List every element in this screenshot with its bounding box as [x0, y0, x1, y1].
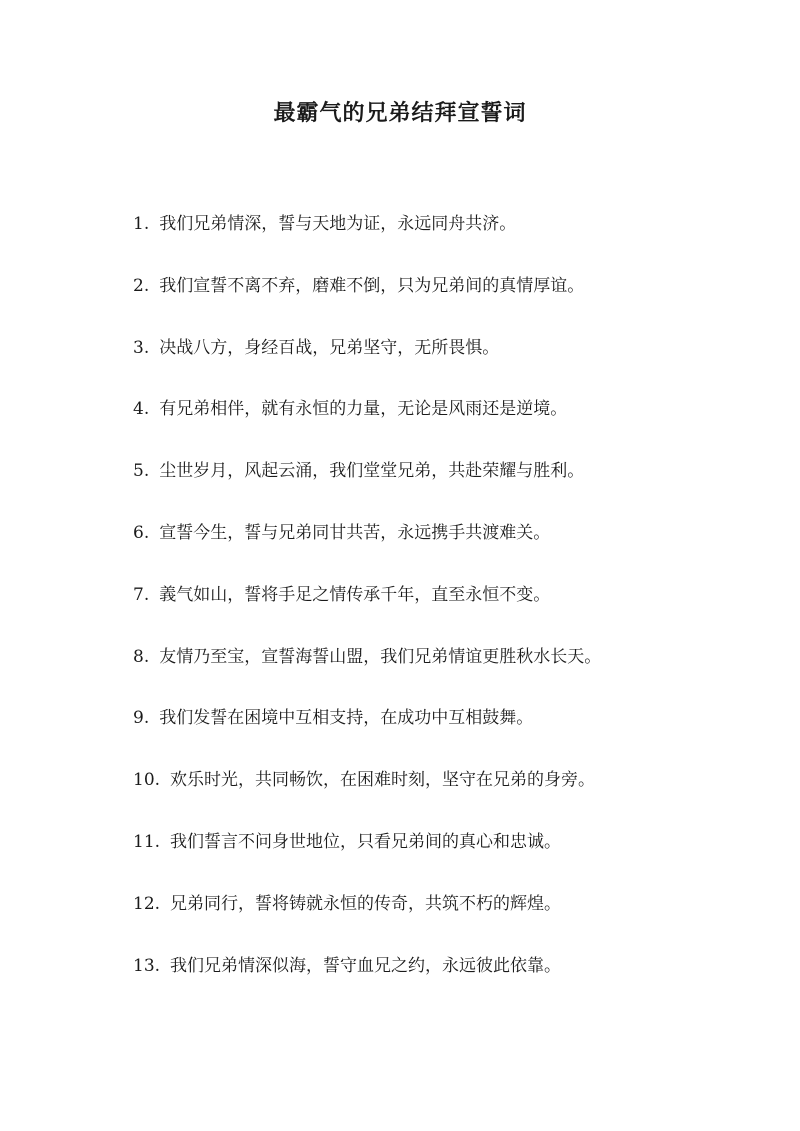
list-item [133, 706, 753, 768]
item-number: 4. [133, 399, 150, 420]
item-text: 我们发誓在困境中互相支持，在成功中互相鼓舞。 [159, 708, 534, 729]
list-item [133, 768, 753, 830]
list-item [133, 397, 753, 459]
list-item [133, 583, 753, 645]
list-item [133, 336, 753, 398]
item-number: 6. [133, 522, 150, 543]
list-item [133, 645, 753, 707]
item-number: 1. [133, 214, 150, 234]
item-text: 决战八方，身经百战，兄弟坚守，无所畏惧。 [159, 337, 500, 358]
item-text: 義气如山，誓将手足之情传承千年，直至永恒不变。 [159, 584, 551, 605]
item-text: 我们兄弟情深，誓与天地为证，永远同舟共济。 [159, 214, 517, 234]
item-number: 5. [133, 461, 150, 482]
oath-list [133, 212, 753, 1015]
item-text: 友情乃至宝，宣誓海誓山盟，我们兄弟情谊更胜秋水长天。 [159, 646, 602, 667]
item-text: 有兄弟相伴，就有永恒的力量，无论是风雨还是逆境。 [159, 399, 568, 420]
list-item [133, 521, 753, 583]
item-text: 尘世岁月，风起云涌，我们堂堂兄弟，共赴荣耀与胜利。 [159, 461, 585, 482]
item-number: 12. [133, 893, 161, 914]
document-title: 最霸气的兄弟结拜宣誓词 [273, 100, 527, 126]
item-number: 10. [133, 770, 161, 791]
item-number: 8. [133, 646, 150, 667]
item-number: 2. [133, 275, 150, 296]
item-text: 宣誓今生，誓与兄弟同甘共苦，永远携手共渡难关。 [159, 522, 551, 543]
list-item [133, 274, 753, 336]
list-item [133, 459, 753, 521]
item-text: 欢乐时光，共同畅饮，在困难时刻，坚守在兄弟的身旁。 [170, 770, 596, 791]
item-text: 我们宣誓不离不弃，磨难不倒，只为兄弟间的真情厚谊。 [159, 275, 585, 296]
item-number: 11. [133, 831, 161, 852]
item-text: 我们兄弟情深似海，誓守血兄之约，永远彼此依靠。 [170, 955, 562, 976]
list-item [133, 212, 753, 274]
item-number: 9. [133, 708, 150, 729]
item-number: 7. [133, 584, 150, 605]
item-number: 3. [133, 337, 150, 358]
item-number: 13. [133, 955, 161, 976]
list-item [133, 892, 753, 954]
list-item [133, 954, 753, 1016]
item-text: 兄弟同行，誓将铸就永恒的传奇，共筑不朽的辉煌。 [170, 893, 562, 914]
item-text: 我们誓言不问身世地位，只看兄弟间的真心和忠诚。 [170, 831, 562, 852]
list-item [133, 830, 753, 892]
